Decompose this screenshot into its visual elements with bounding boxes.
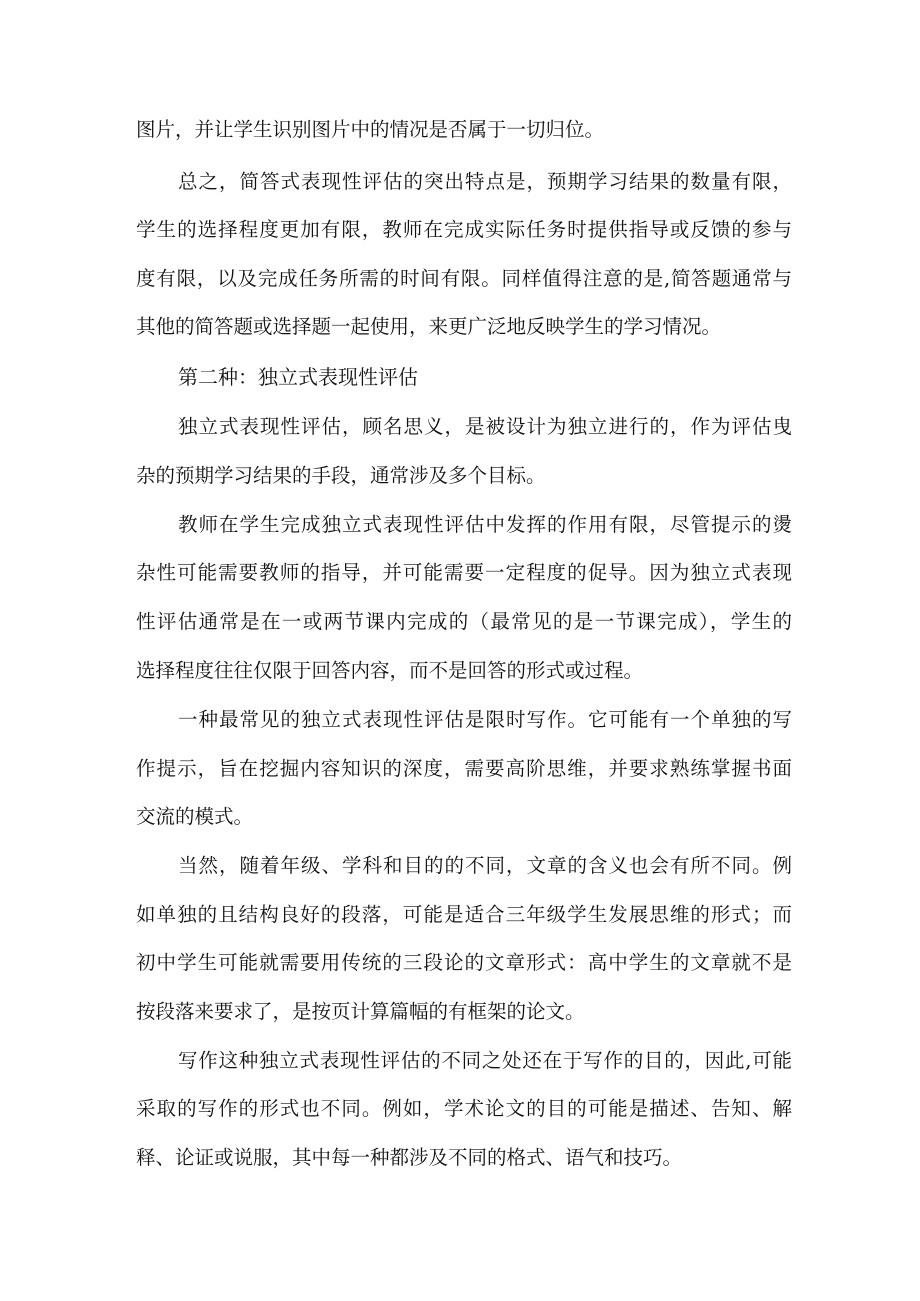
text-line-11: 性评估通常是在一或两节课内完成的（最常见的是一节课完成），学生的 <box>136 610 792 633</box>
text-line-4: 度有限，以及完成任务所需的时间有限。同样值得注意的是,简答题通常与 <box>136 267 792 290</box>
text-line-5: 其他的简答题或选择题一起使用，来更广泛地反映学生的学习情况。 <box>136 315 722 338</box>
text-line-20: 写作这种独立式表现性评估的不同之处还在于写作的目的，因此,可能 <box>178 1049 792 1072</box>
text-line-19: 按段落来要求了，是按页计算篇幅的有框架的论文。 <box>136 1000 585 1023</box>
text-line-7: 独立式表现性评估，顾名思义，是被设计为独立进行的，作为评估曳 <box>178 415 792 438</box>
text-line-15: 交流的模式。 <box>136 805 254 828</box>
text-line-18: 初中学生可能就需要用传统的三段论的文章形式：高中学生的文章就不是 <box>136 951 792 974</box>
text-line-1: 图片，并让学生识别图片中的情况是否属于一切归位。 <box>136 118 605 141</box>
text-line-12: 选择程度往往仅限于回答内容，而不是回答的形式或过程。 <box>136 659 644 682</box>
text-line-8: 杂的预期学习结果的手段，通常涉及多个目标。 <box>136 464 546 487</box>
text-line-22: 释、论证或说服，其中每一种都涉及不同的格式、语气和技巧。 <box>136 1146 683 1169</box>
text-line-9: 教师在学生完成独立式表现性评估中发挥的作用有限，尽管提示的燙 <box>178 513 792 536</box>
text-line-14: 作提示，旨在挖掘内容知识的深度，需要高阶思维，并要求熟练掌握书面 <box>136 757 792 780</box>
text-line-16: 当然，随着年级、学科和目的的不同，文章的含义也会有所不同。例 <box>178 854 792 877</box>
section-heading: 第二种：独立式表现性评估 <box>178 365 418 389</box>
text-line-3: 学生的选择程度更加有限，教师在完成实际任务时提供指导或反馈的参与 <box>136 218 792 241</box>
text-line-2: 总之，简答式表现性评估的突出特点是，预期学习结果的数量有限， <box>178 170 792 193</box>
text-line-13: 一种最常见的独立式表现性评估是限时写作。它可能有一个单独的写 <box>178 708 792 731</box>
text-line-21: 采取的写作的形式也不同。例如，学术论文的目的可能是描述、告知、解 <box>136 1097 792 1120</box>
text-line-17: 如单独的且结构良好的段落，可能是适合三年级学生发展思维的形式；而 <box>136 903 792 926</box>
text-line-10: 杂性可能需要教师的指导，并可能需要一定程度的促导。因为独立式表现 <box>136 561 792 584</box>
